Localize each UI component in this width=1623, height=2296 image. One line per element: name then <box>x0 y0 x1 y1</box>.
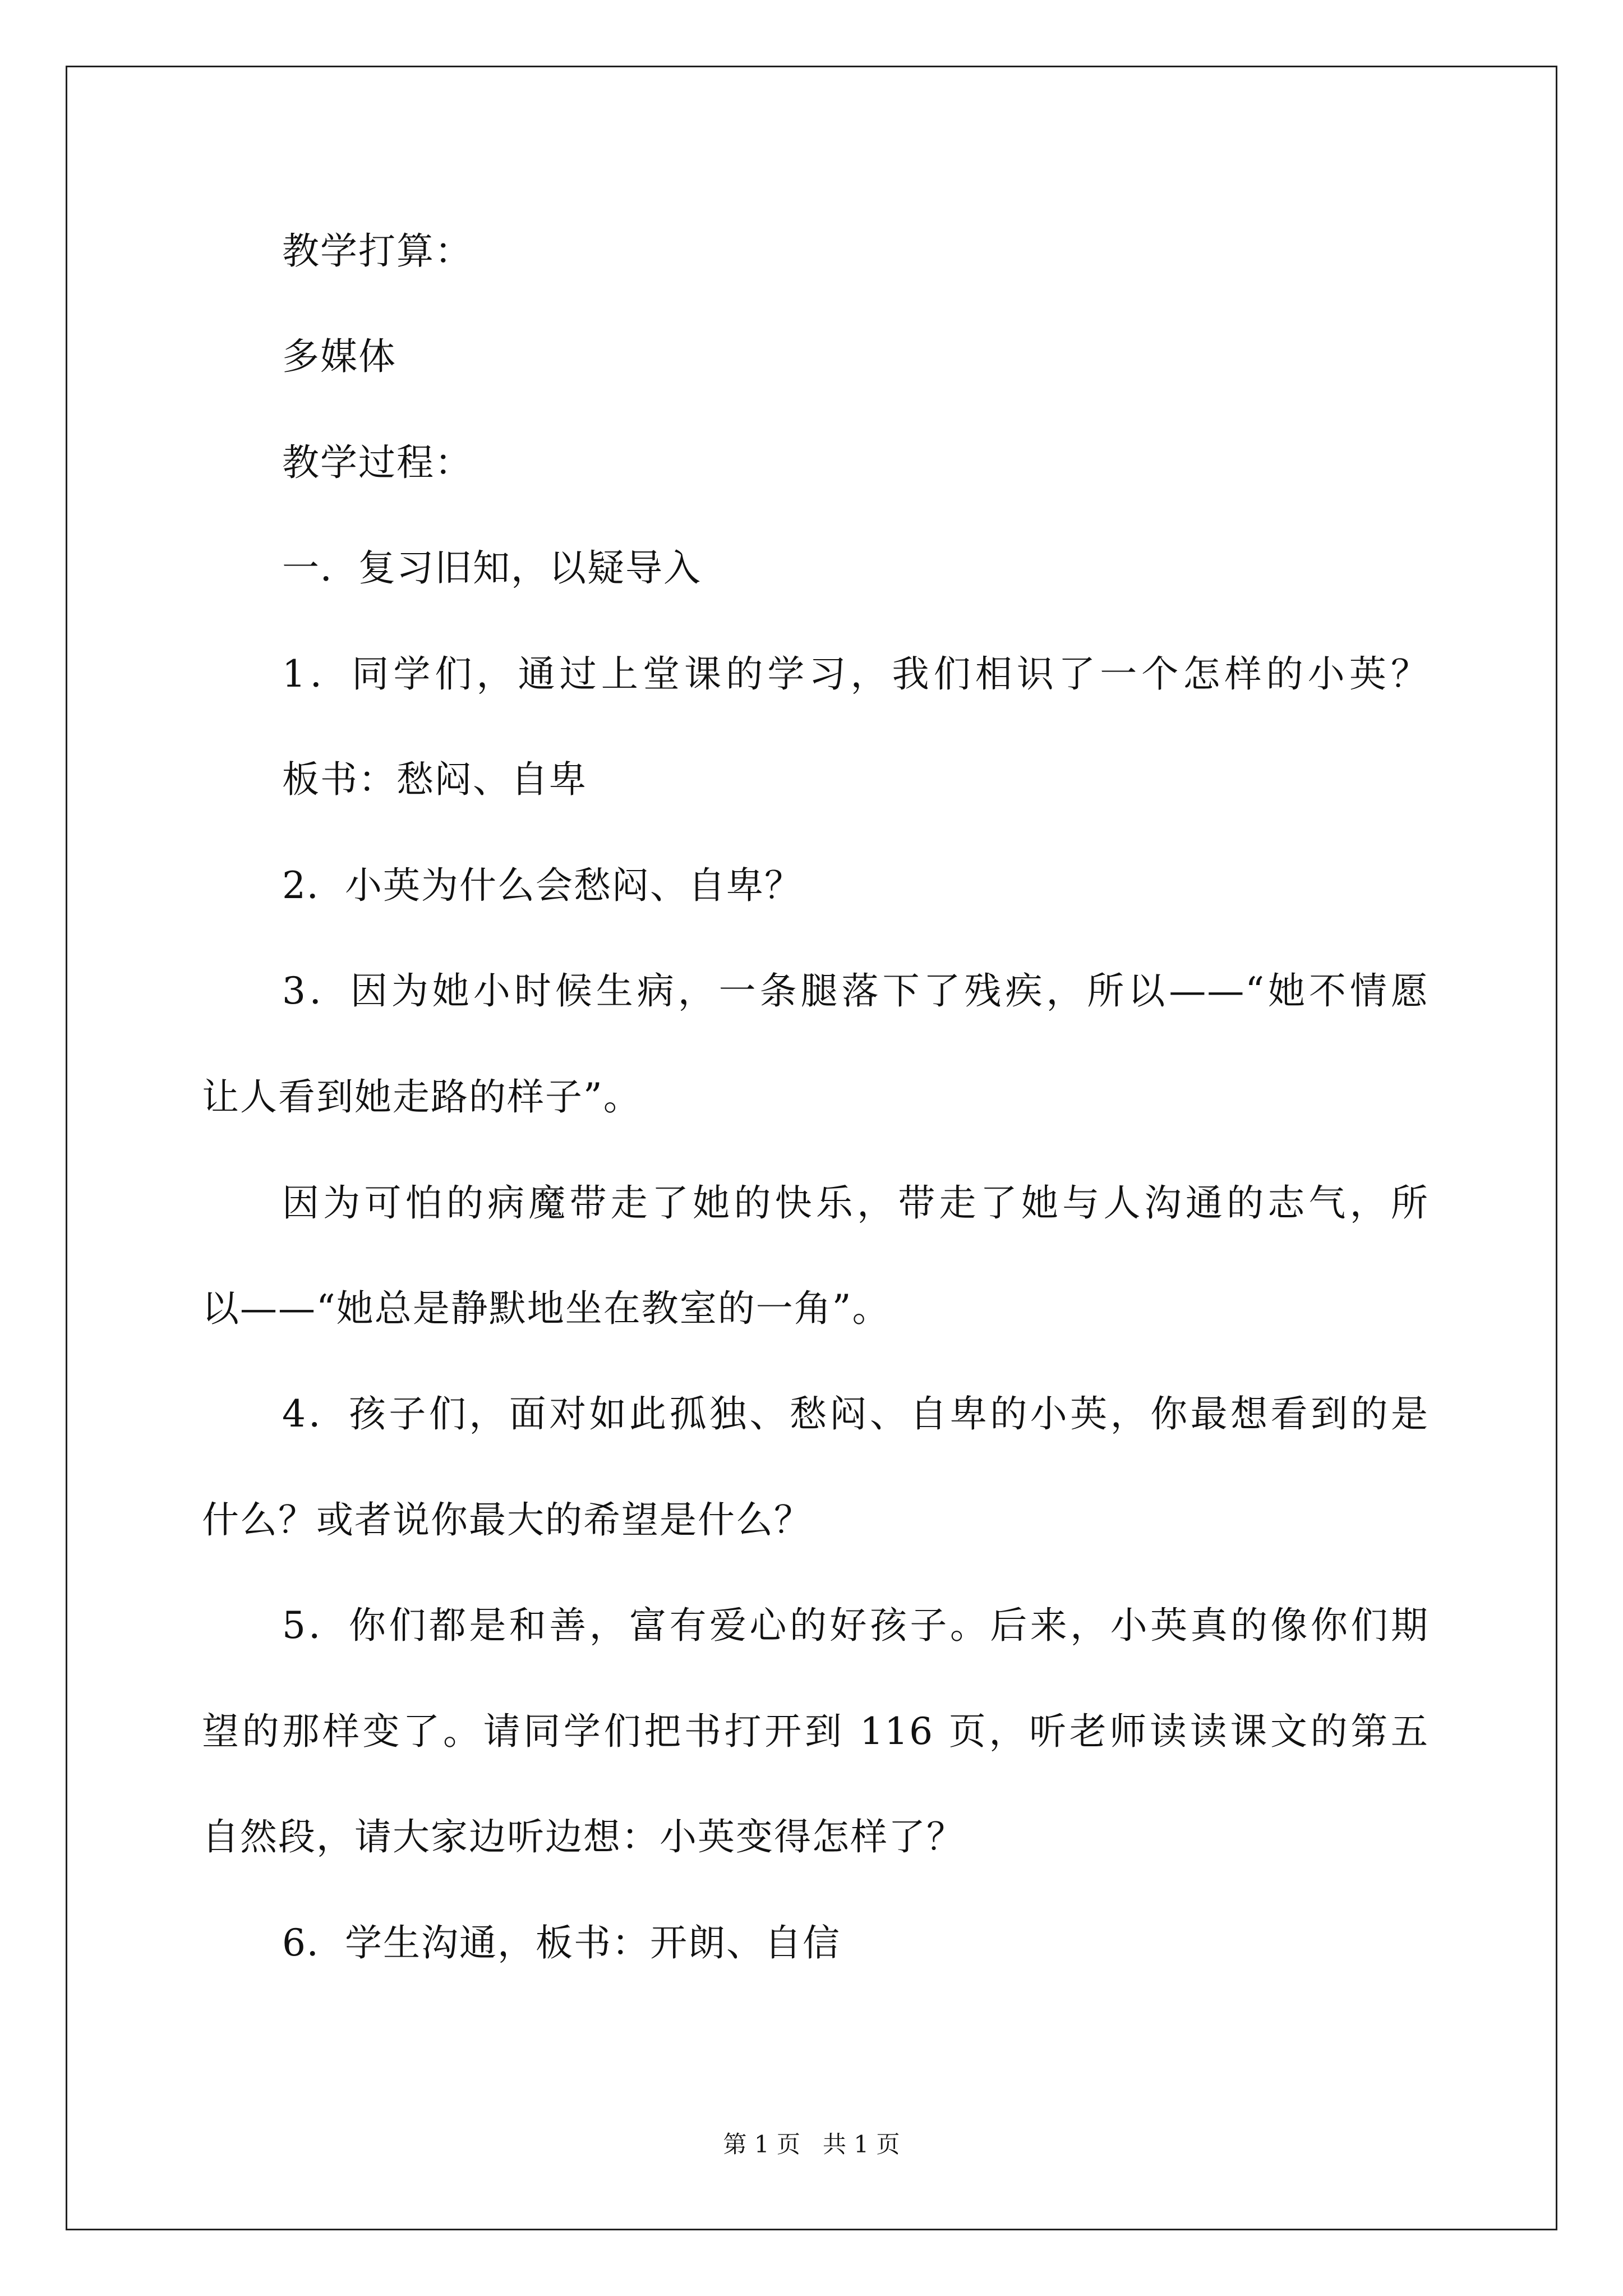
paragraph-illness-line-1: 因为可怕的病魔带走了她的快乐，带走了她与人沟通的志气，所 <box>282 1181 1429 1225</box>
paragraph-item-5-line-2: 望的那样变了。请同学们把书打开到 116 页，听老师读读课文的第五 <box>202 1710 1429 1753</box>
paragraph-item-2: 2．小英为什么会愁闷、自卑？ <box>282 864 803 907</box>
paragraph-item-4-line-1: 4．孩子们，面对如此孤独、愁闷、自卑的小英，你最想看到的是 <box>282 1392 1429 1435</box>
paragraph-item-3-line-2: 让人看到她走路的样子”。 <box>202 1075 642 1119</box>
paragraph-item-1: 1．同学们，通过上堂课的学习，我们相识了一个怎样的小英？ <box>282 652 1429 696</box>
paragraph-multimedia: 多媒体 <box>282 335 396 378</box>
section-heading-review: 一．复习旧知，以疑导入 <box>282 546 702 590</box>
page-border <box>66 66 1557 2230</box>
page-footer: 第 1 页 共 1 页 <box>723 2131 900 2158</box>
paragraph-board-note-1: 板书：愁闷、自卑 <box>282 758 587 801</box>
paragraph-item-4-line-2: 什么？或者说你最大的希望是什么？ <box>202 1498 812 1542</box>
heading-teaching-prep: 教学打算： <box>282 229 473 273</box>
paragraph-item-3-line-1: 3．因为她小时候生病，一条腿落下了残疾，所以——“她不情愿 <box>282 969 1429 1013</box>
paragraph-illness-line-2: 以——“她总是静默地坐在教室的一角”。 <box>202 1287 891 1330</box>
heading-teaching-process: 教学过程： <box>282 441 473 484</box>
paragraph-item-6: 6．学生沟通，板书：开朗、自信 <box>282 1921 841 1964</box>
paragraph-item-5-line-1: 5．你们都是和善，富有爱心的好孩子。后来，小英真的像你们期 <box>282 1604 1429 1647</box>
paragraph-item-5-line-3: 自然段，请大家边听边想：小英变得怎样了？ <box>202 1815 965 1858</box>
